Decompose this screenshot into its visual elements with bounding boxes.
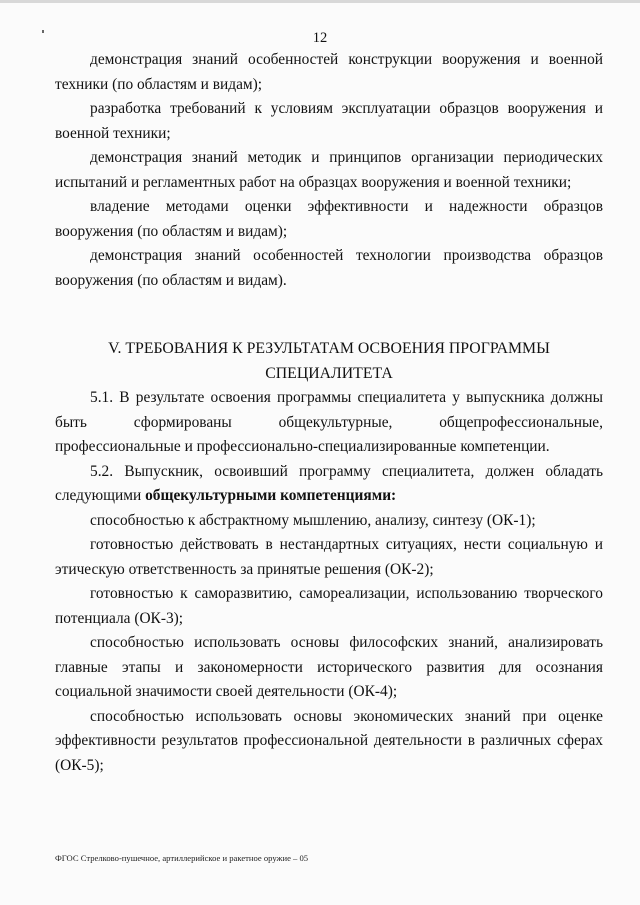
paragraph-construction-knowledge: демонстрация знаний особенностей конструкции вооружения и военной техники (по областям и видам); bbox=[55, 51, 603, 93]
section-heading-line2: СПЕЦИАЛИТЕТА bbox=[265, 364, 393, 382]
paragraph-5-2 bbox=[55, 460, 603, 509]
competency-ok-1: способностью к абстрактному мышлению, анализу, синтезу (ОК-1); bbox=[90, 511, 536, 529]
paragraph-testing-methods: демонстрация знаний методик и принципов организации периодических испытаний и регламентных работ на образцах вооружения и военной техники; bbox=[55, 149, 603, 191]
paragraph-5-2-text: 5.2. Выпускник, освоивший программу специалитета, должен обладать следующими bbox=[55, 462, 603, 504]
competency-ok-5: способностью использовать основы экономических знаний при оценке эффективности результатов профессиональной деятельности в различных сферах (ОК-5); bbox=[55, 707, 603, 774]
page-number: 12 bbox=[312, 30, 328, 46]
competency-ok-4: способностью использовать основы философских знаний, анализировать главные этапы и закономерности исторического развития для осознания социальной значимости своей деятельности (ОК-4); bbox=[55, 634, 603, 700]
paragraph-5-1: 5.1. В результате освоения программы специалитета у выпускника должны быть сформированы общекультурные, общепрофессиональные, профессиональные и профессионально-специализированные компетенции. bbox=[55, 389, 603, 455]
competency-ok-2: готовностью действовать в нестандартных ситуациях, нести социальную и этическую ответственность за принятые решения (ОК-2); bbox=[55, 536, 603, 578]
section-heading-line1: V. ТРЕБОВАНИЯ К РЕЗУЛЬТАТАМ ОСВОЕНИЯ ПРОГРАММЫ bbox=[108, 340, 550, 357]
paragraph-operation-requirements: разработка требований к условиям эксплуатации образцов вооружения и военной техники; bbox=[55, 100, 603, 142]
document-body bbox=[55, 48, 603, 778]
paragraph-5-2-bold: общекультурными компетенциями: bbox=[145, 487, 397, 504]
section-heading bbox=[55, 337, 603, 386]
competency-ok-3: готовностью к саморазвитию, самореализации, использованию творческого потенциала (ОК-3); bbox=[55, 585, 603, 627]
scan-top-edge bbox=[0, 0, 640, 3]
page-footer: ФГОС Стрелково-пушечное, артиллерийское и ракетное оружие – 05 bbox=[55, 853, 309, 863]
paragraph-efficiency-evaluation: владение методами оценки эффективности и надежности образцов вооружения (по областям и видам); bbox=[55, 198, 603, 240]
paragraph-production-technology: демонстрация знаний особенностей технологии производства образцов вооружения (по областям и видам). bbox=[55, 247, 603, 289]
